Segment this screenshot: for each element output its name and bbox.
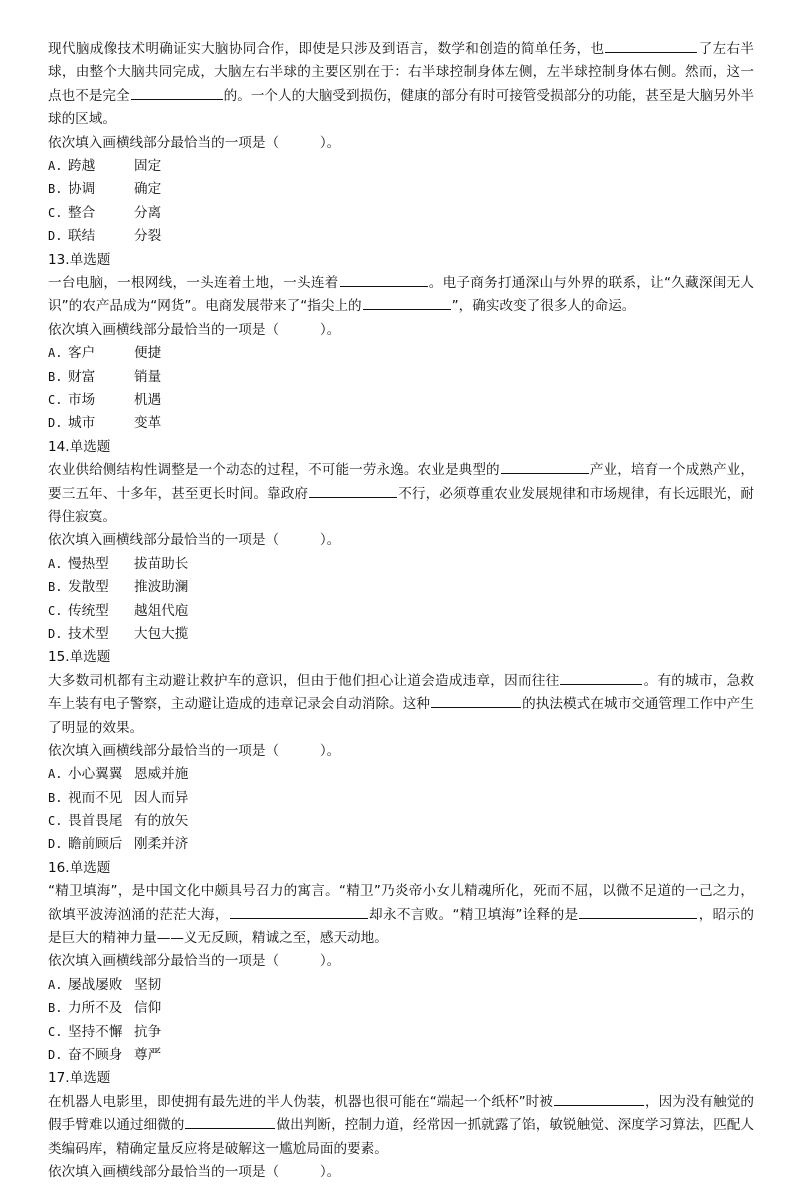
- answer-blank[interactable]: [185, 1116, 275, 1129]
- question-prompt: 依次填入画横线部分最恰当的一项是（ ）。: [48, 134, 341, 151]
- answer-blank[interactable]: [554, 1093, 644, 1106]
- question-16-passage: “精卫填海”，是中国文化中颇具号召力的寓言。“精卫”乃炎帝小女儿精魂所化，死而不屈，以微不足道的一己之力，欲填平波涛汹涌的茫茫大海， 却永不言败。“精卫填海”诠释的是 ，昭示的是巨大的精神力量——义无反顾，精诚之至，感天动地。: [48, 883, 755, 947]
- option-a[interactable]: A. 小心翼翼 恩威并施: [48, 766, 189, 783]
- option-d[interactable]: D. 奋不顾身 尊严: [48, 1047, 162, 1064]
- answer-blank[interactable]: [340, 274, 428, 287]
- question-12-passage: 现代脑成像技术明确证实大脑协同合作，即使是只涉及到语言，数学和创造的简单任务，也 了左右半球，由整个大脑共同完成，大脑左右半球的主要区别在于：右半球控制身体左侧，左半球控制身体右侧。然而，这一点也不是完全 的。一个人的大脑受到损伤，健康的部分有时可接管受损部分的功能，甚至是大脑另外半球的区域。: [48, 41, 755, 128]
- question-16: [48, 857, 754, 1068]
- question-13: [48, 249, 754, 436]
- option-c[interactable]: C. 坚持不懈 抗争: [48, 1023, 162, 1040]
- question-prompt: 依次填入画横线部分最恰当的一项是（ ）。: [48, 1164, 341, 1181]
- answer-blank[interactable]: [363, 297, 451, 310]
- option-a[interactable]: A. 客户 便捷: [48, 345, 162, 362]
- question-14-passage: 农业供给侧结构性调整是一个动态的过程，不可能一劳永逸。农业是典型的 产业，培育一个成熟产业，要三五年、十多年，甚至更长时间。靠政府 不行，必须尊重农业发展规律和市场规律，有长远眼光，耐得住寂寞。: [48, 462, 755, 525]
- question-17: [48, 1067, 754, 1184]
- answer-blank[interactable]: [431, 695, 521, 708]
- question-prompt: 依次填入画横线部分最恰当的一项是（ ）。: [48, 321, 341, 338]
- answer-blank[interactable]: [230, 906, 368, 919]
- question-header: 17.单选题: [48, 1070, 111, 1087]
- option-b[interactable]: B. 财富 销量: [48, 368, 162, 385]
- question-prompt: 依次填入画横线部分最恰当的一项是（ ）。: [48, 532, 341, 549]
- option-c[interactable]: C. 传统型 越俎代庖: [48, 602, 189, 619]
- option-c[interactable]: C. 市场 机遇: [48, 391, 162, 408]
- question-prompt: 依次填入画横线部分最恰当的一项是（ ）。: [48, 742, 341, 759]
- option-b[interactable]: B. 协调 确定: [48, 181, 162, 198]
- option-b[interactable]: B. 力所不及 信仰: [48, 1000, 162, 1017]
- question-15-passage: 大多数司机都有主动避让救护车的意识，但由于他们担心让道会造成违章，因而往往 。有的城市，急救车上装有电子警察，主动避让造成的违章记录会自动消除。这种 的执法模式在城市交通管理工作中产生了明显的效果。: [48, 672, 755, 736]
- question-header: 16.单选题: [48, 859, 111, 876]
- question-15: [48, 646, 754, 857]
- question-header: 13.单选题: [48, 251, 111, 268]
- question-13-passage: 一台电脑，一根网线，一头连着土地，一头连着 。电子商务打通深山与外界的联系，让“久藏深闺无人识”的农产品成为“网货”。电商发展带来了“指尖上的 ”，确实改变了很多人的命运。: [48, 274, 755, 315]
- question-header: 15.单选题: [48, 649, 111, 666]
- answer-blank[interactable]: [560, 672, 642, 685]
- question-17-passage: 在机器人电影里，即使拥有最先进的半人伪装，机器也很可能在“端起一个纸杯”时被 ，因为没有触觉的假手臂难以通过细微的 做出判断，控制力道，经常因一抓就露了馅，敏锐触觉、深度学习算法，匹配人类编码库，精确定量反应将是破解这一尴尬局面的要素。: [48, 1093, 755, 1157]
- option-d[interactable]: D. 城市 变革: [48, 415, 162, 432]
- question-12: [48, 38, 754, 249]
- answer-blank[interactable]: [605, 40, 697, 53]
- answer-blank[interactable]: [501, 461, 589, 474]
- answer-blank[interactable]: [309, 485, 397, 498]
- option-a[interactable]: A. 屡战屡败 坚韧: [48, 976, 162, 993]
- answer-blank[interactable]: [131, 87, 223, 100]
- option-b[interactable]: B. 发散型 推波助澜: [48, 579, 189, 596]
- option-c[interactable]: C. 整合 分离: [48, 204, 162, 221]
- option-c[interactable]: C. 畏首畏尾 有的放矢: [48, 813, 189, 830]
- option-d[interactable]: D. 技术型 大包大揽: [48, 625, 189, 642]
- answer-blank[interactable]: [579, 906, 697, 919]
- option-a[interactable]: A. 跨越 固定: [48, 158, 162, 175]
- option-d[interactable]: D. 瞻前顾后 刚柔并济: [48, 836, 189, 853]
- question-14: [48, 436, 754, 647]
- question-header: 14.单选题: [48, 438, 111, 455]
- question-document: [48, 38, 754, 1184]
- question-prompt: 依次填入画横线部分最恰当的一项是（ ）。: [48, 953, 341, 970]
- option-b[interactable]: B. 视而不见 因人而异: [48, 789, 189, 806]
- option-a[interactable]: A. 慢热型 拔苗助长: [48, 555, 189, 572]
- option-d[interactable]: D. 联结 分裂: [48, 228, 162, 245]
